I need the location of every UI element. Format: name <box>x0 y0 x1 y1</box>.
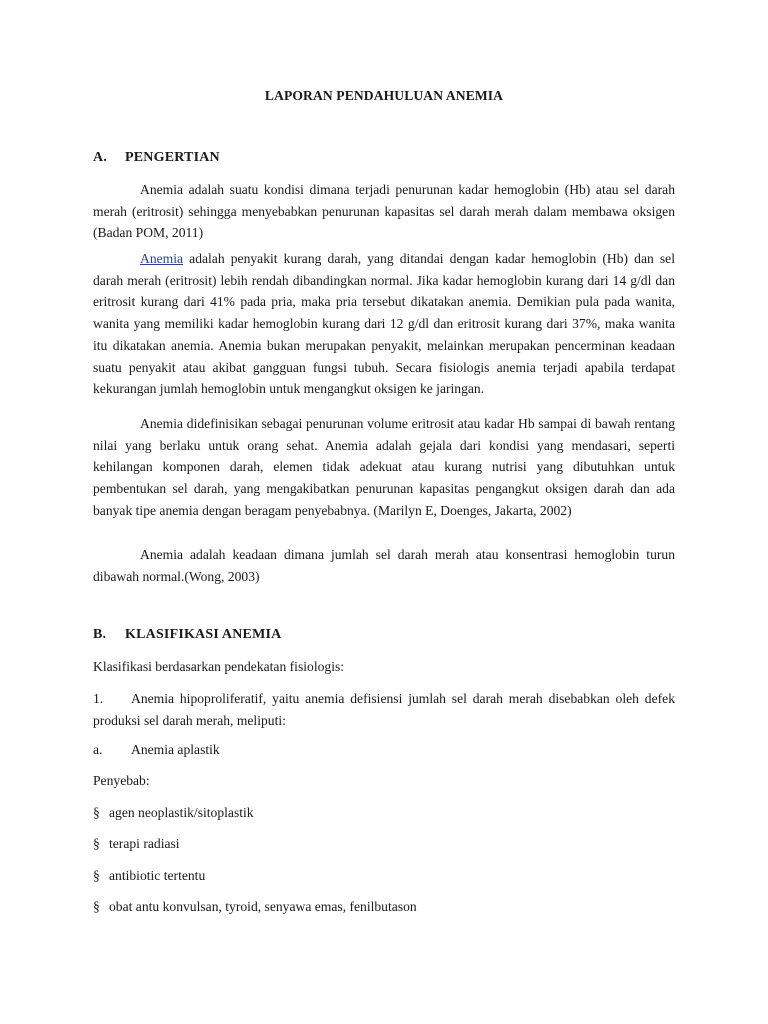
anemia-link[interactable]: Anemia <box>140 251 184 266</box>
sub-item-a-text: Anemia aplastik <box>131 742 220 757</box>
section-a-number: A. <box>93 150 108 165</box>
section-b-heading <box>93 627 281 643</box>
section-bullet-icon: § <box>93 868 100 883</box>
section-bullet-icon: § <box>93 899 100 914</box>
paragraph-definition-1: Anemia adalah suatu kondisi dimana terjadi penurunan kadar hemoglobin (Hb) atau sel darah merah (eritrosit) sehingga menyebabkan penurunan kapasitas sel darah merah dalam membawa oksigen (Badan POM, 2011) <box>93 182 675 241</box>
cause-item <box>93 896 675 918</box>
document-title: LAPORAN PENDAHULUAN ANEMIA <box>264 88 504 103</box>
list-item-1-number: 1. <box>93 691 104 706</box>
classification-intro: Klasifikasi berdasarkan pendekatan fisiologis: <box>93 659 345 674</box>
paragraph-definition-2-text: adalah penyakit kurang darah, yang ditandai dengan kadar hemoglobin (Hb) dan sel darah merah (eritrosit) lebih rendah dibandingkan normal. Jika kadar hemoglobin kurang dari 14 g/dl dan eritrosit kurang dari 41% pada pria, maka pria tersebut dikatakan anemia. Demikian pula pada wanita, wanita yang memiliki kadar hemoglobin kurang dari 12 g/dl dan eritrosit kurang dari 37%, maka wanita itu dikatakan anemia. Anemia bukan merupakan penyakit, melainkan merupakan pencerminan keadaan suatu penyakit atau akibat gangguan fungsi tubuh. Secara fisiologis anemia terjadi apabila terdapat kekurangan jumlah hemoglobin untuk mengangkut oksigen ke jaringan. <box>93 251 675 397</box>
cause-label: Penyebab: <box>93 773 150 788</box>
sub-item-a-letter: a. <box>93 742 103 757</box>
section-b-title: KLASIFIKASI ANEMIA <box>125 627 282 642</box>
sub-item-a <box>93 739 675 761</box>
cause-item-text: obat antu konvulsan, tyroid, senyawa emas, fenilbutason <box>109 899 417 914</box>
cause-item <box>93 802 675 824</box>
section-a-title: PENGERTIAN <box>125 150 220 165</box>
paragraph-definition-4: Anemia adalah keadaan dimana jumlah sel darah merah atau konsentrasi hemoglobin turun dibawah normal.(Wong, 2003) <box>93 547 675 584</box>
cause-item-text: terapi radiasi <box>109 836 180 851</box>
cause-item-text: antibiotic tertentu <box>109 868 206 883</box>
paragraph-definition-2 <box>93 248 675 400</box>
section-bullet-icon: § <box>93 805 100 820</box>
list-item-1 <box>93 688 675 731</box>
cause-item <box>93 833 675 855</box>
paragraph-definition-3: Anemia didefinisikan sebagai penurunan volume eritrosit atau kadar Hb sampai di bawah rentang nilai yang berlaku untuk orang sehat. Anemia adalah gejala dari kondisi yang mendasari, seperti kehilangan komponen darah, elemen tidak adekuat atau kurang nutrisi yang dibutuhkan untuk pembentukan sel darah, yang mengakibatkan penurunan kapasitas pengangkut oksigen darah dan ada banyak tipe anemia dengan beragam penyebabnya. (Marilyn E, Doenges, Jakarta, 2002) <box>93 416 675 518</box>
cause-item <box>93 865 675 887</box>
list-item-1-text: Anemia hipoproliferatif, yaitu anemia defisiensi jumlah sel darah merah disebabkan oleh defek produksi sel darah merah, meliputi: <box>93 691 675 728</box>
section-bullet-icon: § <box>93 836 100 851</box>
section-a-heading <box>93 150 220 166</box>
section-b-number: B. <box>93 627 107 642</box>
cause-item-text: agen neoplastik/sitoplastik <box>109 805 254 820</box>
